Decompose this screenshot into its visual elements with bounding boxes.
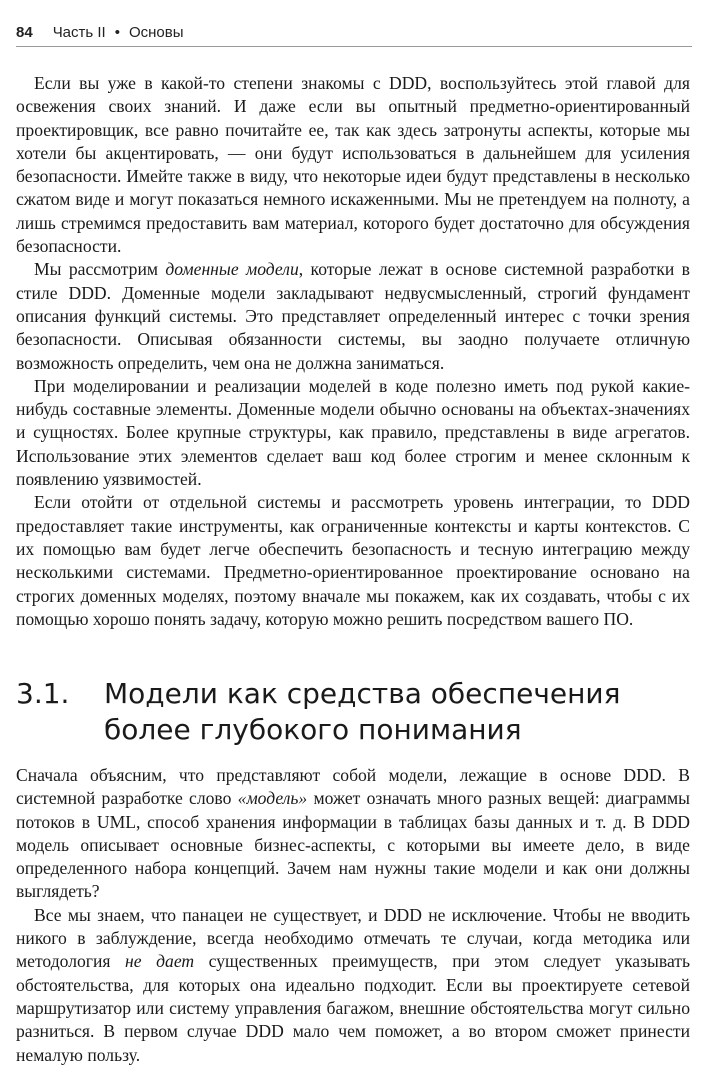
intro-p2-emphasis: доменные модели (165, 259, 299, 280)
section-paragraph-2 (16, 904, 690, 1067)
section-number: 3.1. (16, 677, 70, 710)
header-separator: • (114, 24, 120, 41)
section-p2-rest: существенных преимуществ, при этом следует указывать обстоятельства, для которых она идеально подходит. Если вы проектируете сетевой маршрутизатор или систему управления багажом, внешние обстоятельства могут сильно разниться. В первом случае DDD мало чем поможет, а во втором сможет принести немалую пользу. (16, 951, 691, 1065)
section-label: Основы (128, 24, 184, 41)
section-text (16, 764, 690, 1067)
section-title-line-2: более глубокого понимания (104, 713, 522, 746)
section-p1-lead: Сначала объясним, что представляют собой модели, лежащие в основе DDD. В системной разработке слово (16, 765, 690, 809)
section-p2-emphasis: не дает (125, 951, 195, 972)
section-p1-rest: может означать много разных вещей: диаграммы потоков в UML, способ хранения информации в таблицах базы данных и т. д. В DDD модель описывает основные бизнес-аспекты, с которыми вы имеете дело, в виде определенного набора концепций. Зачем нам нужны такие модели и как они должны выглядеть? (16, 788, 690, 902)
header-rule (16, 46, 692, 47)
running-header (16, 22, 692, 48)
intro-paragraph-1: Если вы уже в какой-то степени знакомы с DDD, воспользуйтесь этой главой для освежения своих знаний. И даже если вы опытный предметно-ориентированный проектировщик, все равно почитайте ее, так как здесь затронуты аспекты, которые мы хотели бы акцентировать, — они будут использоваться в дальнейшем для усиления безопасности. Имейте также в виду, что некоторые идеи будут представлены в несколько сжатом виде и могут показаться немного искаженными. Мы не претендуем на полноту, а лишь стремимся предоставить вам материал, которого будет достаточно для обсуждения безопасности. (16, 73, 690, 257)
section-p1-emphasis: «модель» (237, 788, 308, 809)
intro-paragraph-2 (16, 258, 690, 374)
page-number: 84 (16, 24, 33, 41)
section-p2-lead: Все мы знаем, что панацеи не существует, и DDD не исключение. Чтобы не вводить никого в заблуждение, всегда необходимо отмечать те случаи, когда методика или методология (16, 904, 690, 972)
section-paragraph-1 (16, 764, 690, 904)
intro-p2-rest: , которые лежат в основе системной разработки в стиле DDD. Доменные модели закладывают недвусмысленный, строгий фундамент описания функций системы. Это представляет определенный интерес с точки зрения безопасности. Описывая обязанности системы, вы заодно получаете отличную возможность определить, чем она не должна заниматься. (16, 259, 690, 373)
section-title-line-1: Модели как средства обеспечения (104, 677, 621, 710)
intro-paragraph-3: При моделировании и реализации моделей в коде полезно иметь под рукой какие-нибудь составные элементы. Доменные модели обычно основаны на объектах-значениях и сущностях. Более крупные структуры, как правило, представлены в виде агрегатов. Использование этих элементов сделает ваш код более строгим и менее склонным к появлению уязвимостей. (16, 375, 690, 490)
section-title (104, 676, 664, 748)
part-label: Часть II (52, 24, 106, 41)
intro-paragraph-4: Если отойти от отдельной системы и рассмотреть уровень интеграции, то DDD предоставляет такие инструменты, как ограниченные контексты и карты контекстов. С их помощью вам будет легче обеспечить безопасность и тесную интеграцию между несколькими системами. Предметно-ориентированное проектирование основано на строгих доменных моделях, поэтому вначале мы покажем, как их создавать, чтобы с их помощью хорошо понять задачу, которую можно решить посредством вашего ПО. (16, 492, 690, 629)
intro-p2-lead: Мы рассмотрим (34, 259, 166, 280)
intro-text (16, 72, 690, 631)
